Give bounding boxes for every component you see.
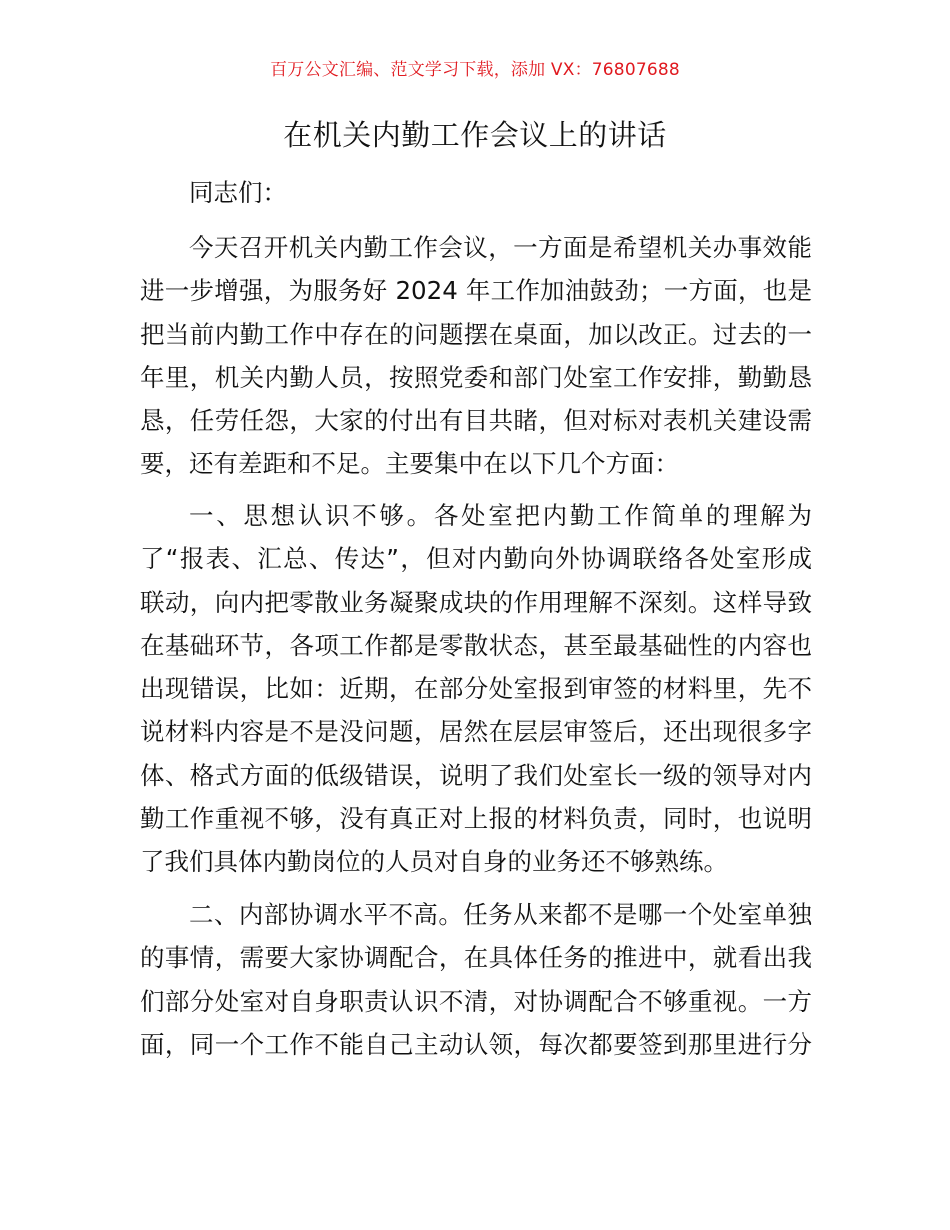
paragraph-line: 把当前内勤工作中存在的问题摆在桌面，加以改正。过去的一 [140, 319, 812, 349]
paragraph-line: 联动，向内把零散业务凝聚成块的作用理解不深刻。这样导致 [140, 587, 812, 617]
paragraph-2 [140, 494, 812, 884]
paragraph-line: 面，同一个工作不能自己主动认领，每次都要签到那里进行分 [140, 1029, 812, 1059]
paragraph-1 [140, 226, 812, 486]
paragraph-line: 说材料内容是不是没问题，居然在层层审签后，还出现很多字 [140, 717, 812, 747]
paragraph-line: 的事情，需要大家协调配合，在具体任务的推进中，就看出我 [140, 943, 812, 973]
paragraph-line: 一、思想认识不够。各处室把内勤工作简单的理解为 [189, 501, 812, 530]
paragraph-line: 今天召开机关内勤工作会议，一方面是希望机关办事效能 [189, 233, 812, 262]
paragraph-3 [140, 893, 812, 1066]
paragraph-line: 们部分处室对自身职责认识不清，对协调配合不够重视。一方 [140, 986, 812, 1016]
paragraph-line: 年里，机关内勤人员，按照党委和部门处室工作安排，勤勤恳 [140, 362, 812, 392]
paragraph-line: 了“报表、汇总、传达”，但对内勤向外协调联络各处室形成 [140, 544, 812, 574]
document-title: 在机关内勤工作会议上的讲话 [283, 118, 667, 152]
paragraph-line: 体、格式方面的低级错误，说明了我们处室长一级的领导对内 [140, 760, 812, 790]
paragraph-line: 恳，任劳任怨，大家的付出有目共睹，但对标对表机关建设需 [140, 406, 812, 436]
paragraph-line: 进一步增强，为服务好 2024 年工作加油鼓劲；一方面，也是 [140, 276, 812, 306]
paragraph-line: 二、内部协调水平不高。任务从来都不是哪一个处室单独 [189, 900, 812, 929]
paragraph-line: 在基础环节，各项工作都是零散状态，甚至最基础性的内容也 [140, 630, 812, 660]
greeting: 同志们： [189, 178, 287, 207]
paragraph-line: 出现错误，比如：近期，在部分处室报到审签的材料里，先不 [140, 674, 812, 704]
watermark-banner: 百万公文汇编、范文学习下载，添加 VX：76807688 [270, 60, 680, 80]
paragraph-line: 勤工作重视不够，没有真正对上报的材料负责，同时，也说明 [140, 804, 812, 834]
paragraph-line: 要，还有差距和不足。主要集中在以下几个方面： [140, 449, 679, 479]
paragraph-line: 了我们具体内勤岗位的人员对自身的业务还不够熟练。 [140, 847, 728, 877]
